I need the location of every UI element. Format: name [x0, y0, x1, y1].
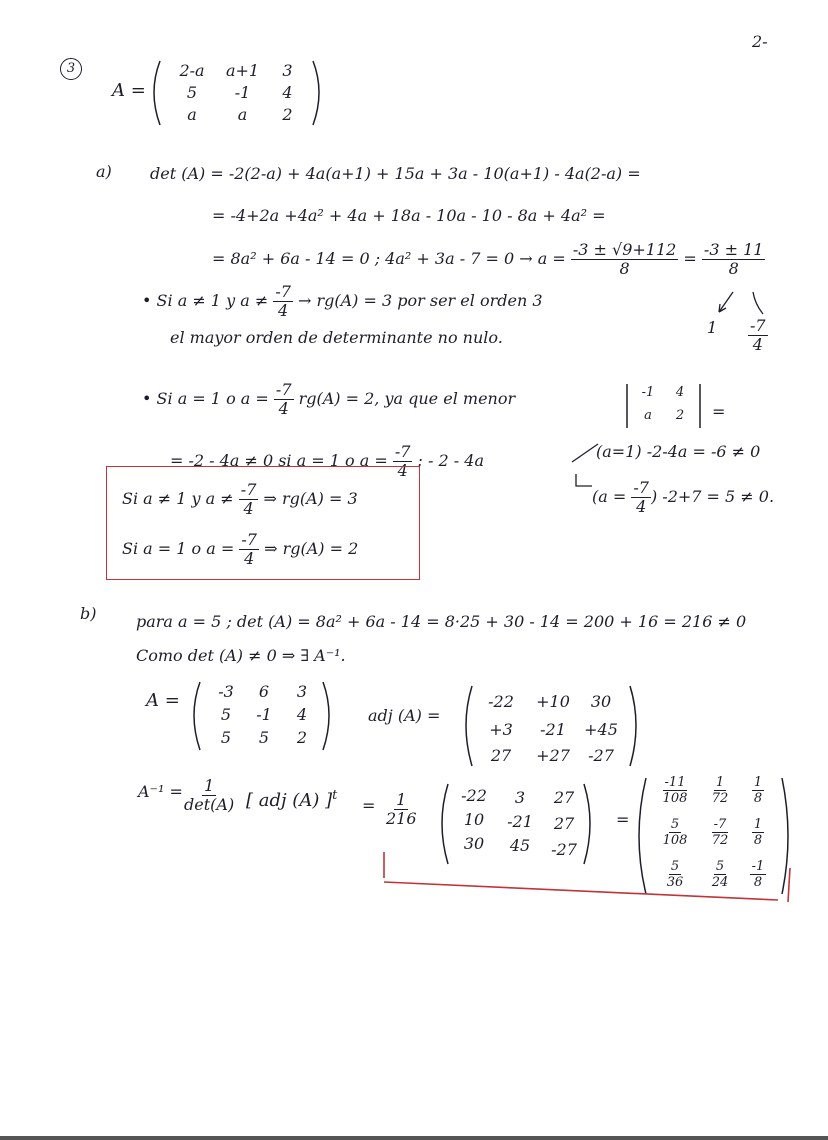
conclusion-2-fraction-den: 4 — [244, 549, 255, 568]
bullet-2-text-end: rg(A) = 2, ya que el menor — [298, 389, 516, 408]
bullet-1 — [142, 284, 543, 319]
adjugate-cell: -21 — [540, 720, 566, 739]
minor-cell: 2 — [675, 408, 685, 423]
inverse-result-cell — [700, 776, 740, 805]
bullet-2-text-start: • Si a = 1 o a = — [142, 389, 274, 408]
quadratic-formula — [571, 242, 678, 277]
quadratic-result-numerator: -3 ± 11 — [703, 240, 764, 259]
adjugate-transpose-cell: 27 — [553, 814, 575, 833]
equals-sign: = — [683, 249, 697, 268]
conclusion-1-fraction-den: 4 — [243, 499, 254, 518]
matrix-a-cell: 2 — [282, 105, 293, 124]
determinant-line-2: = -4+2a +4a² + 4a + 18a - 10a - 10 - 8a + 4a² = — [212, 206, 606, 225]
adjugate-transpose-cell: 10 — [463, 810, 485, 829]
inverse-result-cell — [740, 776, 776, 805]
inverse-factor — [184, 778, 234, 813]
adjugate-transpose-cell: -22 — [461, 786, 487, 805]
case-a-equals-minus-7-4 — [592, 480, 774, 515]
matrix-a-cell: -1 — [234, 83, 251, 102]
inverse-cell-num: -7 — [713, 817, 727, 832]
inverse-cell-den: 8 — [753, 791, 763, 806]
inverse-equals-2: = — [616, 810, 630, 829]
matrix-a-cell: 3 — [282, 61, 293, 80]
quadratic-numerator: -3 ± √9+112 — [572, 240, 677, 259]
conclusion-1-end: ⇒ rg(A) = 3 — [263, 489, 358, 508]
part-b-line-2: Como det (A) ≠ 0 ⇒ ∃ A⁻¹. — [136, 646, 346, 665]
bullet-2-fraction — [274, 382, 294, 417]
minor-cell: -1 — [641, 385, 655, 400]
case-2-start: (a = — [592, 487, 632, 506]
conclusion-2-fraction — [239, 532, 259, 567]
minor-evaluation-end: : - 2 - 4a — [417, 451, 484, 470]
matrix-a-cell: a — [187, 105, 197, 124]
quadratic-result — [702, 242, 766, 277]
inverse-cell-fraction — [752, 818, 764, 847]
adjugate-cell: -27 — [588, 746, 614, 765]
adjugate-cell: +45 — [584, 720, 618, 739]
inverse-label: A⁻¹ = — [138, 782, 183, 801]
inverse-cell-fraction — [752, 776, 764, 805]
root-2-numerator: -7 — [750, 316, 766, 335]
determinant-equation: = 8a² + 6a - 14 = 0 ; 4a² + 3a - 7 = 0 → a = — [212, 249, 571, 268]
bullet-2-fraction-num: -7 — [275, 380, 292, 399]
matrix-a-label: A = — [112, 80, 146, 101]
inverse-cell-fraction — [663, 776, 688, 805]
matrix-a-cell: 5 — [186, 83, 198, 102]
inverse-cell-num: 1 — [753, 775, 763, 790]
adjugate-cell: 27 — [490, 746, 512, 765]
inverse-factor-den: det(A) — [184, 795, 235, 814]
problem-number-text: 3 — [66, 61, 76, 76]
part-b-label: b) — [80, 604, 97, 623]
page-number: 2- — [752, 32, 768, 51]
matrix-a-definition — [150, 55, 325, 130]
inverse-cell-den: 108 — [662, 791, 688, 806]
inverse-cell-num: 5 — [670, 859, 680, 874]
inverse-result-cell — [652, 776, 698, 805]
matrix-a5-cell: 5 — [258, 728, 270, 747]
minor-determinant — [624, 382, 704, 430]
matrix-a5-cell: 3 — [296, 682, 308, 701]
inverse-result-cell — [652, 818, 698, 847]
adjugate-transpose — [246, 788, 337, 811]
inverse-cell-den: 108 — [662, 833, 688, 848]
conclusion-2-start: Si a = 1 o a = — [122, 539, 240, 558]
matrix-a5-cell: 5 — [220, 705, 232, 724]
scalar-fraction — [386, 792, 417, 827]
bullet-1-fraction — [273, 284, 293, 319]
inverse-result-cell — [740, 818, 776, 847]
problem-number — [60, 58, 82, 80]
conclusion-1-start: Si a ≠ 1 y a ≠ — [122, 489, 239, 508]
case-a-equals-1: (a=1) -2-4a = -6 ≠ 0 — [596, 442, 761, 461]
conclusion-2-fraction-num: -7 — [241, 530, 257, 549]
matrix-a5-cell: 5 — [220, 728, 232, 747]
minor-evaluation-fraction-den: 4 — [397, 461, 408, 480]
determinant-line-3 — [212, 242, 765, 277]
inverse-cell-den: 8 — [753, 833, 763, 848]
adjugate-cell: -22 — [488, 692, 514, 711]
bullet-1-text-end: → rg(A) = 3 por ser el orden 3 — [298, 291, 543, 310]
root-1: 1 — [707, 318, 718, 337]
matrix-a-cell: a+1 — [225, 61, 260, 80]
inverse-cell-fraction — [712, 776, 729, 805]
adjugate-transpose-cell: 45 — [509, 836, 531, 855]
inverse-cell-num: -1 — [751, 859, 765, 874]
minor-cell: a — [644, 408, 652, 423]
conclusion-line-1 — [122, 482, 358, 517]
conclusion-line-2 — [122, 532, 358, 567]
inverse-cell-den: 36 — [666, 875, 684, 890]
scalar-factor — [386, 792, 417, 827]
minor-cell: 4 — [675, 385, 685, 400]
inverse-cell-den: 72 — [711, 791, 729, 806]
inverse-cell-den: 8 — [753, 875, 763, 890]
case-2-fraction — [631, 480, 651, 515]
adjugate-cell: +27 — [536, 746, 570, 765]
inverse-cell-num: 5 — [715, 859, 725, 874]
case-2-end: ) -2+7 = 5 ≠ 0. — [650, 487, 775, 506]
inverse-cell-den: 24 — [711, 875, 729, 890]
adjugate-matrix — [462, 680, 642, 770]
bullet-1-continuation: el mayor orden de determinante no nulo. — [170, 328, 503, 347]
bullet-2 — [142, 382, 515, 417]
result-underline — [378, 848, 798, 908]
adjugate-cell: +10 — [536, 692, 570, 711]
transpose-symbol: t — [332, 788, 338, 803]
inverse-cell-fraction — [663, 818, 688, 847]
matrix-a5 — [190, 676, 335, 754]
adjugate-transpose-cell: -27 — [551, 840, 577, 859]
matrix-a5-cell: 4 — [296, 705, 308, 724]
inverse-cell-num: 1 — [715, 775, 725, 790]
inverse-cell-den: 72 — [711, 833, 729, 848]
adjugate-transpose-text: [ adj (A) ] — [246, 790, 333, 811]
minor-equals: = — [712, 402, 726, 421]
adjugate-label: adj (A) = — [368, 706, 441, 725]
matrix-a5-cell: -1 — [256, 705, 272, 724]
matrix-a-cell: 2-a — [179, 61, 205, 80]
inverse-cell-fraction — [712, 818, 729, 847]
part-b-line-1: para a = 5 ; det (A) = 8a² + 6a - 14 = 8·25 + 30 - 14 = 200 + 16 = 216 ≠ 0 — [136, 612, 747, 631]
minor-evaluation-start: = -2 - 4a ≠ 0 si a = 1 o a = — [170, 451, 393, 470]
root-2-denominator: 4 — [752, 335, 763, 354]
matrix-a5-cell: 6 — [258, 682, 270, 701]
inverse-equals: = — [362, 796, 376, 815]
inverse-cell-num: -11 — [664, 775, 686, 790]
quadratic-denominator: 8 — [619, 259, 630, 278]
conclusion-1-fraction — [239, 482, 259, 517]
case-2-fraction-num: -7 — [633, 478, 649, 497]
bullet-1-fraction-den: 4 — [278, 301, 289, 320]
scan-edge — [0, 1136, 828, 1140]
matrix-a-cell: 4 — [282, 83, 293, 102]
adjugate-transpose-cell: 30 — [463, 834, 485, 853]
root-2 — [748, 318, 768, 353]
adjugate-cell: 30 — [590, 692, 612, 711]
bullet-1-text-start: • Si a ≠ 1 y a ≠ — [142, 291, 274, 310]
scalar-num: 1 — [396, 790, 407, 809]
inverse-result-cell — [700, 818, 740, 847]
conclusion-2-end: ⇒ rg(A) = 2 — [264, 539, 359, 558]
inverse-cell-num: 1 — [753, 817, 763, 832]
bullet-1-fraction-num: -7 — [275, 282, 291, 301]
adjugate-transpose-cell: -21 — [507, 812, 533, 831]
matrix-a5-cell: 2 — [296, 728, 308, 747]
determinant-line-1: det (A) = -2(2-a) + 4a(a+1) + 15a + 3a - 10(a+1) - 4a(2-a) = — [150, 164, 641, 183]
root-2-fraction — [748, 318, 768, 353]
quadratic-result-denominator: 8 — [728, 259, 739, 278]
adjugate-transpose-cell: 27 — [553, 788, 575, 807]
scalar-den: 216 — [386, 809, 417, 828]
matrix-a5-label: A = — [146, 690, 180, 711]
matrix-a-cell: a — [237, 105, 248, 124]
part-a-label: a) — [96, 162, 112, 181]
matrix-a5-cell: -3 — [218, 682, 234, 701]
inverse-factor-num: 1 — [204, 776, 215, 795]
conclusion-1-fraction-num: -7 — [240, 480, 257, 499]
inverse-factor-fraction — [184, 778, 234, 813]
minor-evaluation-fraction-num: -7 — [394, 442, 411, 461]
bullet-2-fraction-den: 4 — [278, 399, 289, 418]
adjugate-transpose-cell: 3 — [514, 788, 526, 807]
adjugate-cell: +3 — [489, 720, 513, 739]
case-2-fraction-den: 4 — [636, 497, 647, 516]
inverse-cell-num: 5 — [670, 817, 680, 832]
